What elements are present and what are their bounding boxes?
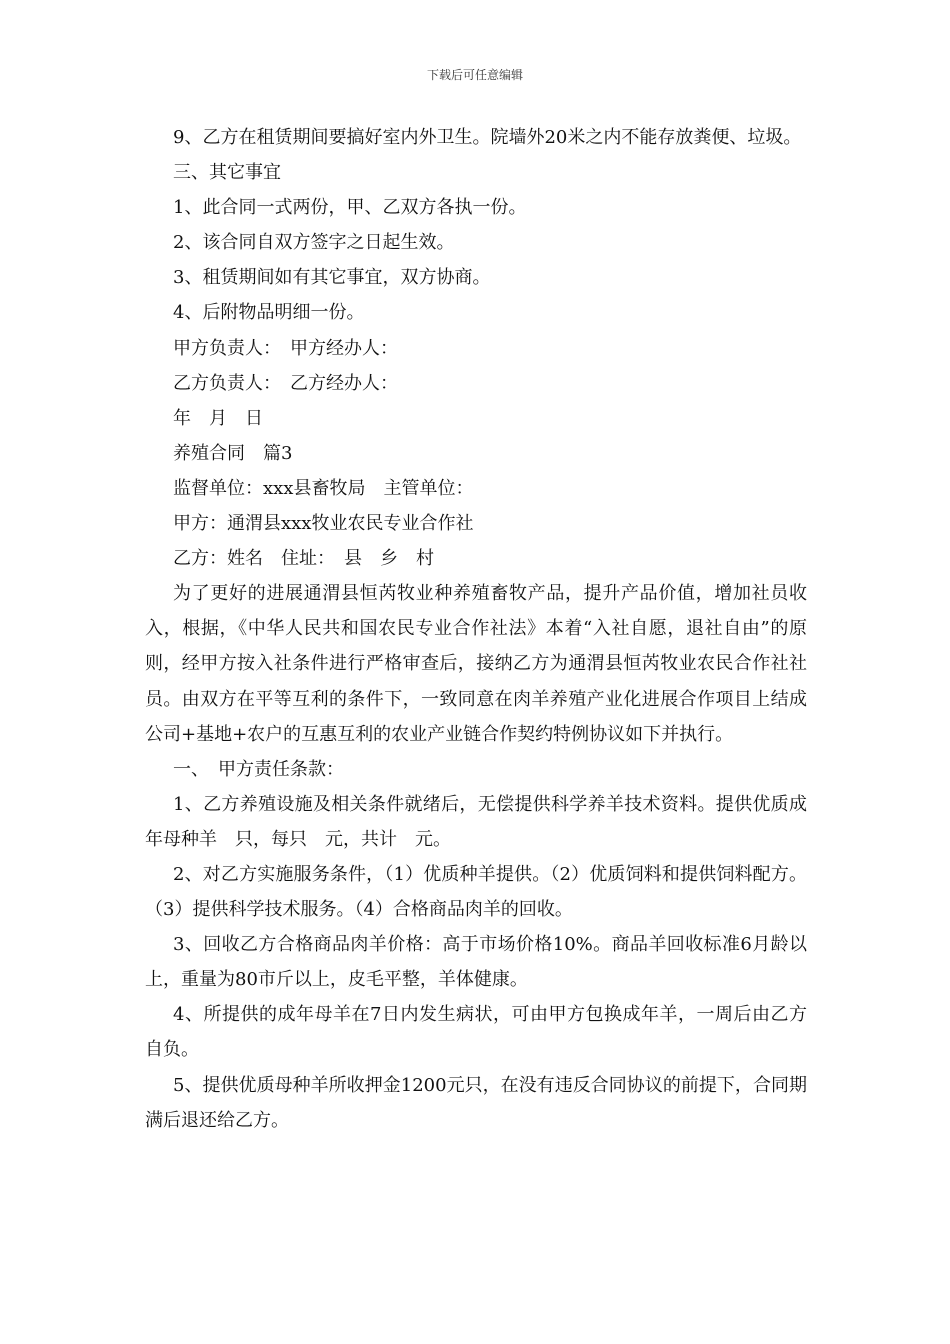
party-a-duty-3: 3、回收乙方合格商品肉羊价格：高于市场价格10%。商品羊回收标准6月龄以上，重量为80市斤以上，皮毛平整，羊体健康。	[145, 934, 807, 991]
section-party-a-duties-heading: 一、 甲方责任条款：	[173, 758, 344, 780]
other-matters-item-1: 1、此合同一式两份，甲、乙双方各执一份。	[173, 197, 527, 219]
party-a-signatories: 甲方负责人： 甲方经办人：	[173, 337, 398, 359]
party-b-signatories: 乙方负责人： 乙方经办人：	[173, 372, 398, 394]
party-a-duty-5: 5、提供优质母种羊所收押金1200元只，在没有违反合同协议的前提下，合同期满后退还给乙方。	[145, 1074, 807, 1131]
section-other-matters-heading: 三、其它事宜	[173, 162, 281, 184]
other-matters-item-2: 2、该合同自双方签字之日起生效。	[173, 232, 455, 254]
other-matters-item-4: 4、后附物品明细一份。	[173, 302, 365, 324]
clause-9-hygiene: 9、乙方在租赁期间要搞好室内外卫生。院墙外20米之内不能存放粪便、垃圾。	[173, 127, 802, 148]
page-header: 下载后可任意编辑	[426, 68, 523, 82]
document-body	[145, 120, 807, 1138]
party-a-duty-2: 2、对乙方实施服务条件，（1）优质种羊提供。（2）优质饲料和提供饲料配方。（3）提供科学技术服务。（4）合格商品肉羊的回收。	[145, 863, 807, 921]
party-b-info: 乙方：姓名 住址： 县 乡 村	[173, 548, 434, 570]
party-a-name: 甲方：通渭县xxx牧业农民专业合作社	[173, 513, 474, 535]
contract-preamble: 为了更好的进展通渭县恒芮牧业种养殖畜牧产品，提升产品价值，增加社员收入，根据，《中华人民共和国农民专业合作社法》本着“入社自愿，退社自由”的原则，经甲方按入社条件进行严格审查后，接纳乙方为通渭县恒芮牧业农民合作社社员。由双方在平等互利的条件下，一致同意在肉羊养殖产业化进展合作项目上结成公司+基地+农户的互惠互利的农业产业链合作契约特例协议如下并执行。	[145, 583, 807, 745]
contract-title: 养殖合同 篇3	[173, 442, 293, 464]
supervising-unit: 监督单位：xxx县畜牧局 主管单位：	[173, 477, 474, 499]
other-matters-item-3: 3、租赁期间如有其它事宜，双方协商。	[173, 267, 491, 289]
party-a-duty-4: 4、所提供的成年母羊在7日内发生病状，可由甲方包换成年羊，一周后由乙方自负。	[145, 1004, 807, 1061]
signing-date: 年 月 日	[173, 407, 263, 429]
party-a-duty-1: 1、乙方养殖设施及相关条件就绪后，无偿提供科学养羊技术资料。提供优质成年母种羊 只，每只 元，共计 元。	[145, 793, 807, 850]
